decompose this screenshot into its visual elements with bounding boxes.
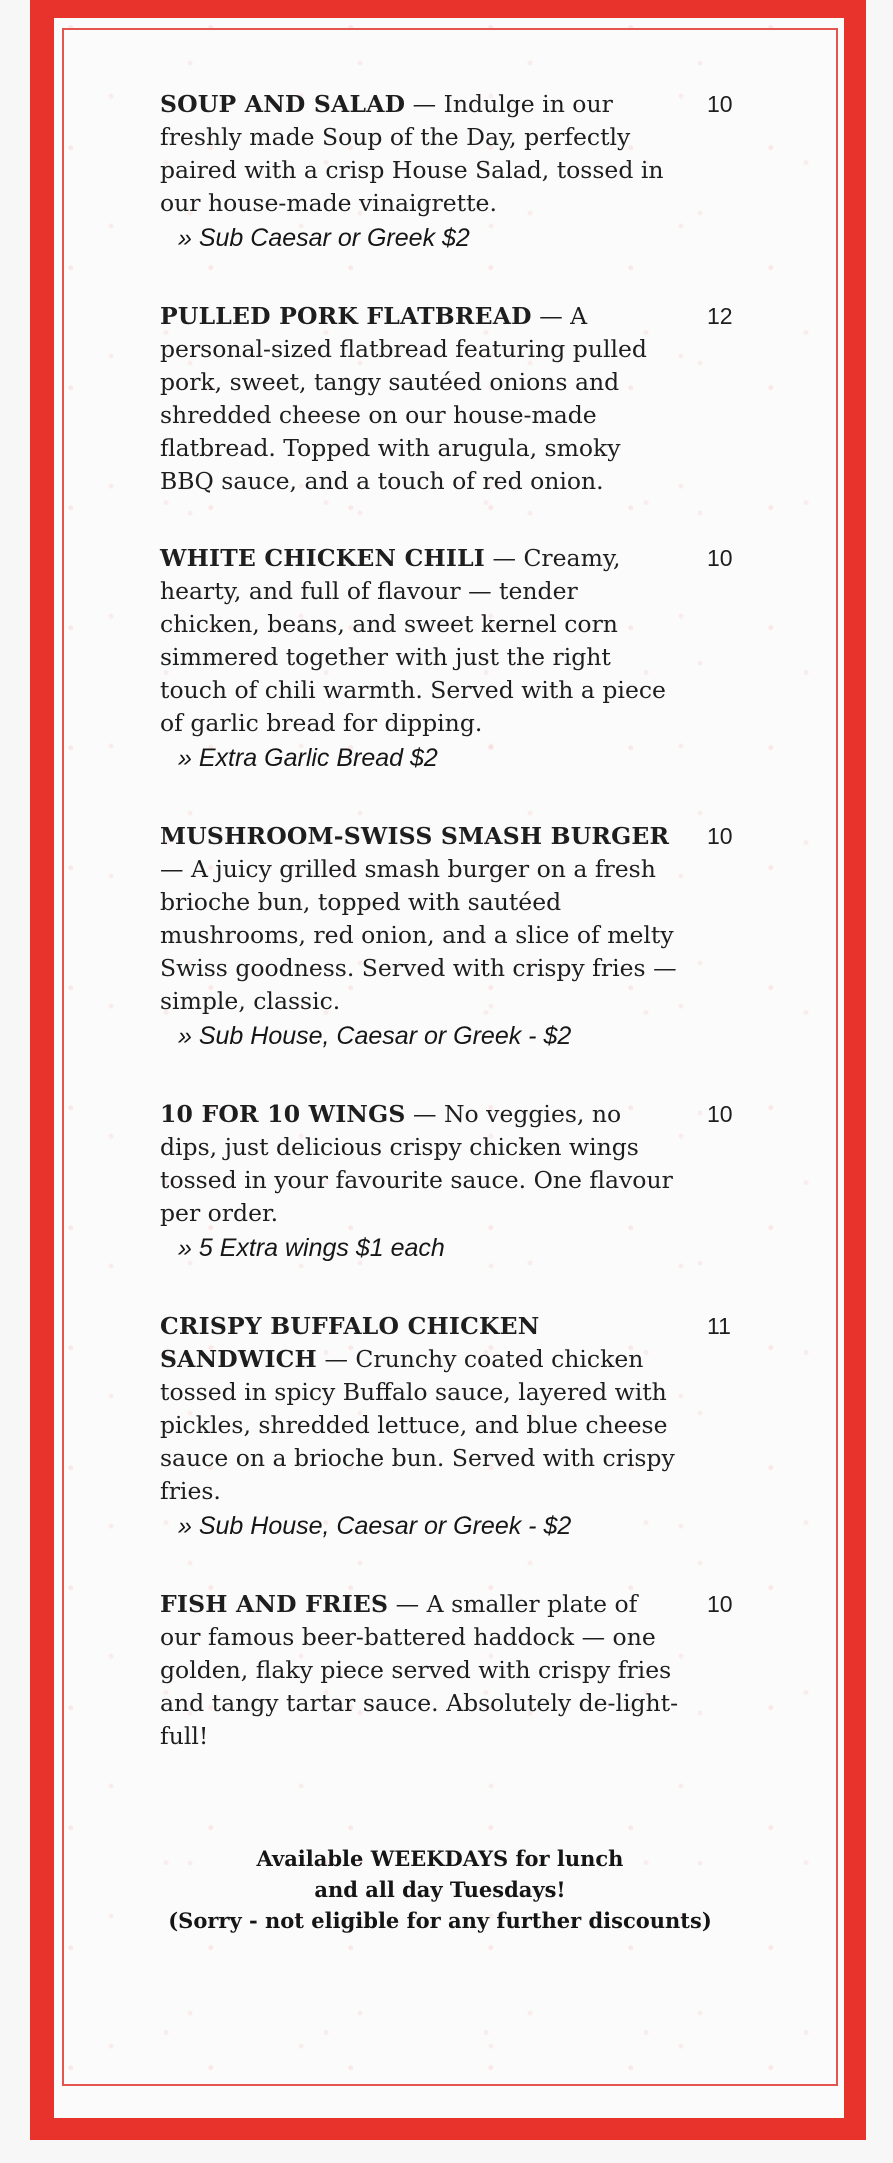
menu-item-name: FISH AND FRIES xyxy=(160,1590,389,1618)
menu-item-text: — Indulge in our freshly made Soup of the Day, perfectly paired with a crisp House Salad, tossed in our house-made vinaigrette. xyxy=(160,90,664,217)
menu-item-price: 10 xyxy=(707,1591,733,1617)
footer-line-2: and all day Tuesdays! xyxy=(314,1877,566,1902)
menu-item-price: 10 xyxy=(707,1101,733,1127)
menu-item-note: » Sub House, Caesar or Greek - $2 xyxy=(178,1022,572,1050)
menu-item-description xyxy=(160,820,680,1018)
footer-line-3: (Sorry - not eligible for any further discounts) xyxy=(168,1908,712,1933)
menu-item-name: CRISPY BUFFALO CHICKEN SANDWICH xyxy=(160,1312,540,1373)
menu-item-price: 10 xyxy=(707,823,733,849)
menu-item-name: PULLED PORK FLATBREAD xyxy=(160,302,532,330)
menu-item-note: » 5 Extra wings $1 each xyxy=(178,1234,445,1262)
menu-item-text: — A juicy grilled smash burger on a fresh brioche bun, topped with sautéed mushrooms, red onion, and a slice of melty Swiss goodness. Served with crispy fries — simple, classic. xyxy=(160,855,677,1015)
menu-item-description xyxy=(160,542,680,740)
menu-item-soup-and-salad xyxy=(160,88,760,256)
menu-item-text: — Creamy, hearty, and full of flavour — tender chicken, beans, and sweet kernel corn simmered together with just the right touch of chili warmth. Served with a piece of garlic bread for dipping. xyxy=(160,544,666,737)
menu-item-note: » Sub House, Caesar or Greek - $2 xyxy=(178,1512,572,1540)
menu-item-text: — No veggies, no dips, just delicious crispy chicken wings tossed in your favourite sauce. One flavour per order. xyxy=(160,1100,673,1227)
menu-item-name: SOUP AND SALAD xyxy=(160,90,406,118)
menu-item-10-for-10-wings xyxy=(160,1098,760,1266)
menu-item-description xyxy=(160,1310,680,1508)
menu-item-name: MUSHROOM-SWISS SMASH BURGER xyxy=(160,822,670,850)
menu-item-text: — A smaller plate of our famous beer-battered haddock — one golden, flaky piece served with crispy fries and tangy tartar sauce. Absolutely de-light-full! xyxy=(160,1590,679,1750)
menu-list xyxy=(160,88,760,1797)
menu-item-text: — Crunchy coated chicken tossed in spicy Buffalo sauce, layered with pickles, shredded lettuce, and blue cheese sauce on a brioche bun. Served with crispy fries. xyxy=(160,1345,675,1505)
menu-item-description xyxy=(160,300,680,498)
menu-item-name: 10 FOR 10 WINGS xyxy=(160,1100,406,1128)
menu-item-description xyxy=(160,1098,680,1230)
menu-item-price: 10 xyxy=(707,545,733,571)
menu-item-description xyxy=(160,88,680,220)
menu-item-name: WHITE CHICKEN CHILI xyxy=(160,544,485,572)
menu-item-note: » Sub Caesar or Greek $2 xyxy=(178,224,470,252)
menu-item-description xyxy=(160,1588,680,1753)
menu-item-price: 10 xyxy=(707,91,733,117)
availability-footer xyxy=(120,1843,760,1936)
menu-item-fish-and-fries xyxy=(160,1588,760,1753)
menu-item-price: 11 xyxy=(707,1313,731,1339)
menu-item-price: 12 xyxy=(707,303,733,329)
menu-item-mushroom-swiss-smash-burger xyxy=(160,820,760,1054)
menu-item-crispy-buffalo-chicken-sandwich xyxy=(160,1310,760,1544)
menu-item-white-chicken-chili xyxy=(160,542,760,776)
menu-item-note: » Extra Garlic Bread $2 xyxy=(178,744,438,772)
footer-line-1: Available WEEKDAYS for lunch xyxy=(256,1846,624,1871)
menu-item-text: — A personal-sized flatbread featuring pulled pork, sweet, tangy sautéed onions and shredded cheese on our house-made flatbread. Topped with arugula, smoky BBQ sauce, and a touch of red onion. xyxy=(160,302,647,495)
menu-item-pulled-pork-flatbread xyxy=(160,300,760,498)
